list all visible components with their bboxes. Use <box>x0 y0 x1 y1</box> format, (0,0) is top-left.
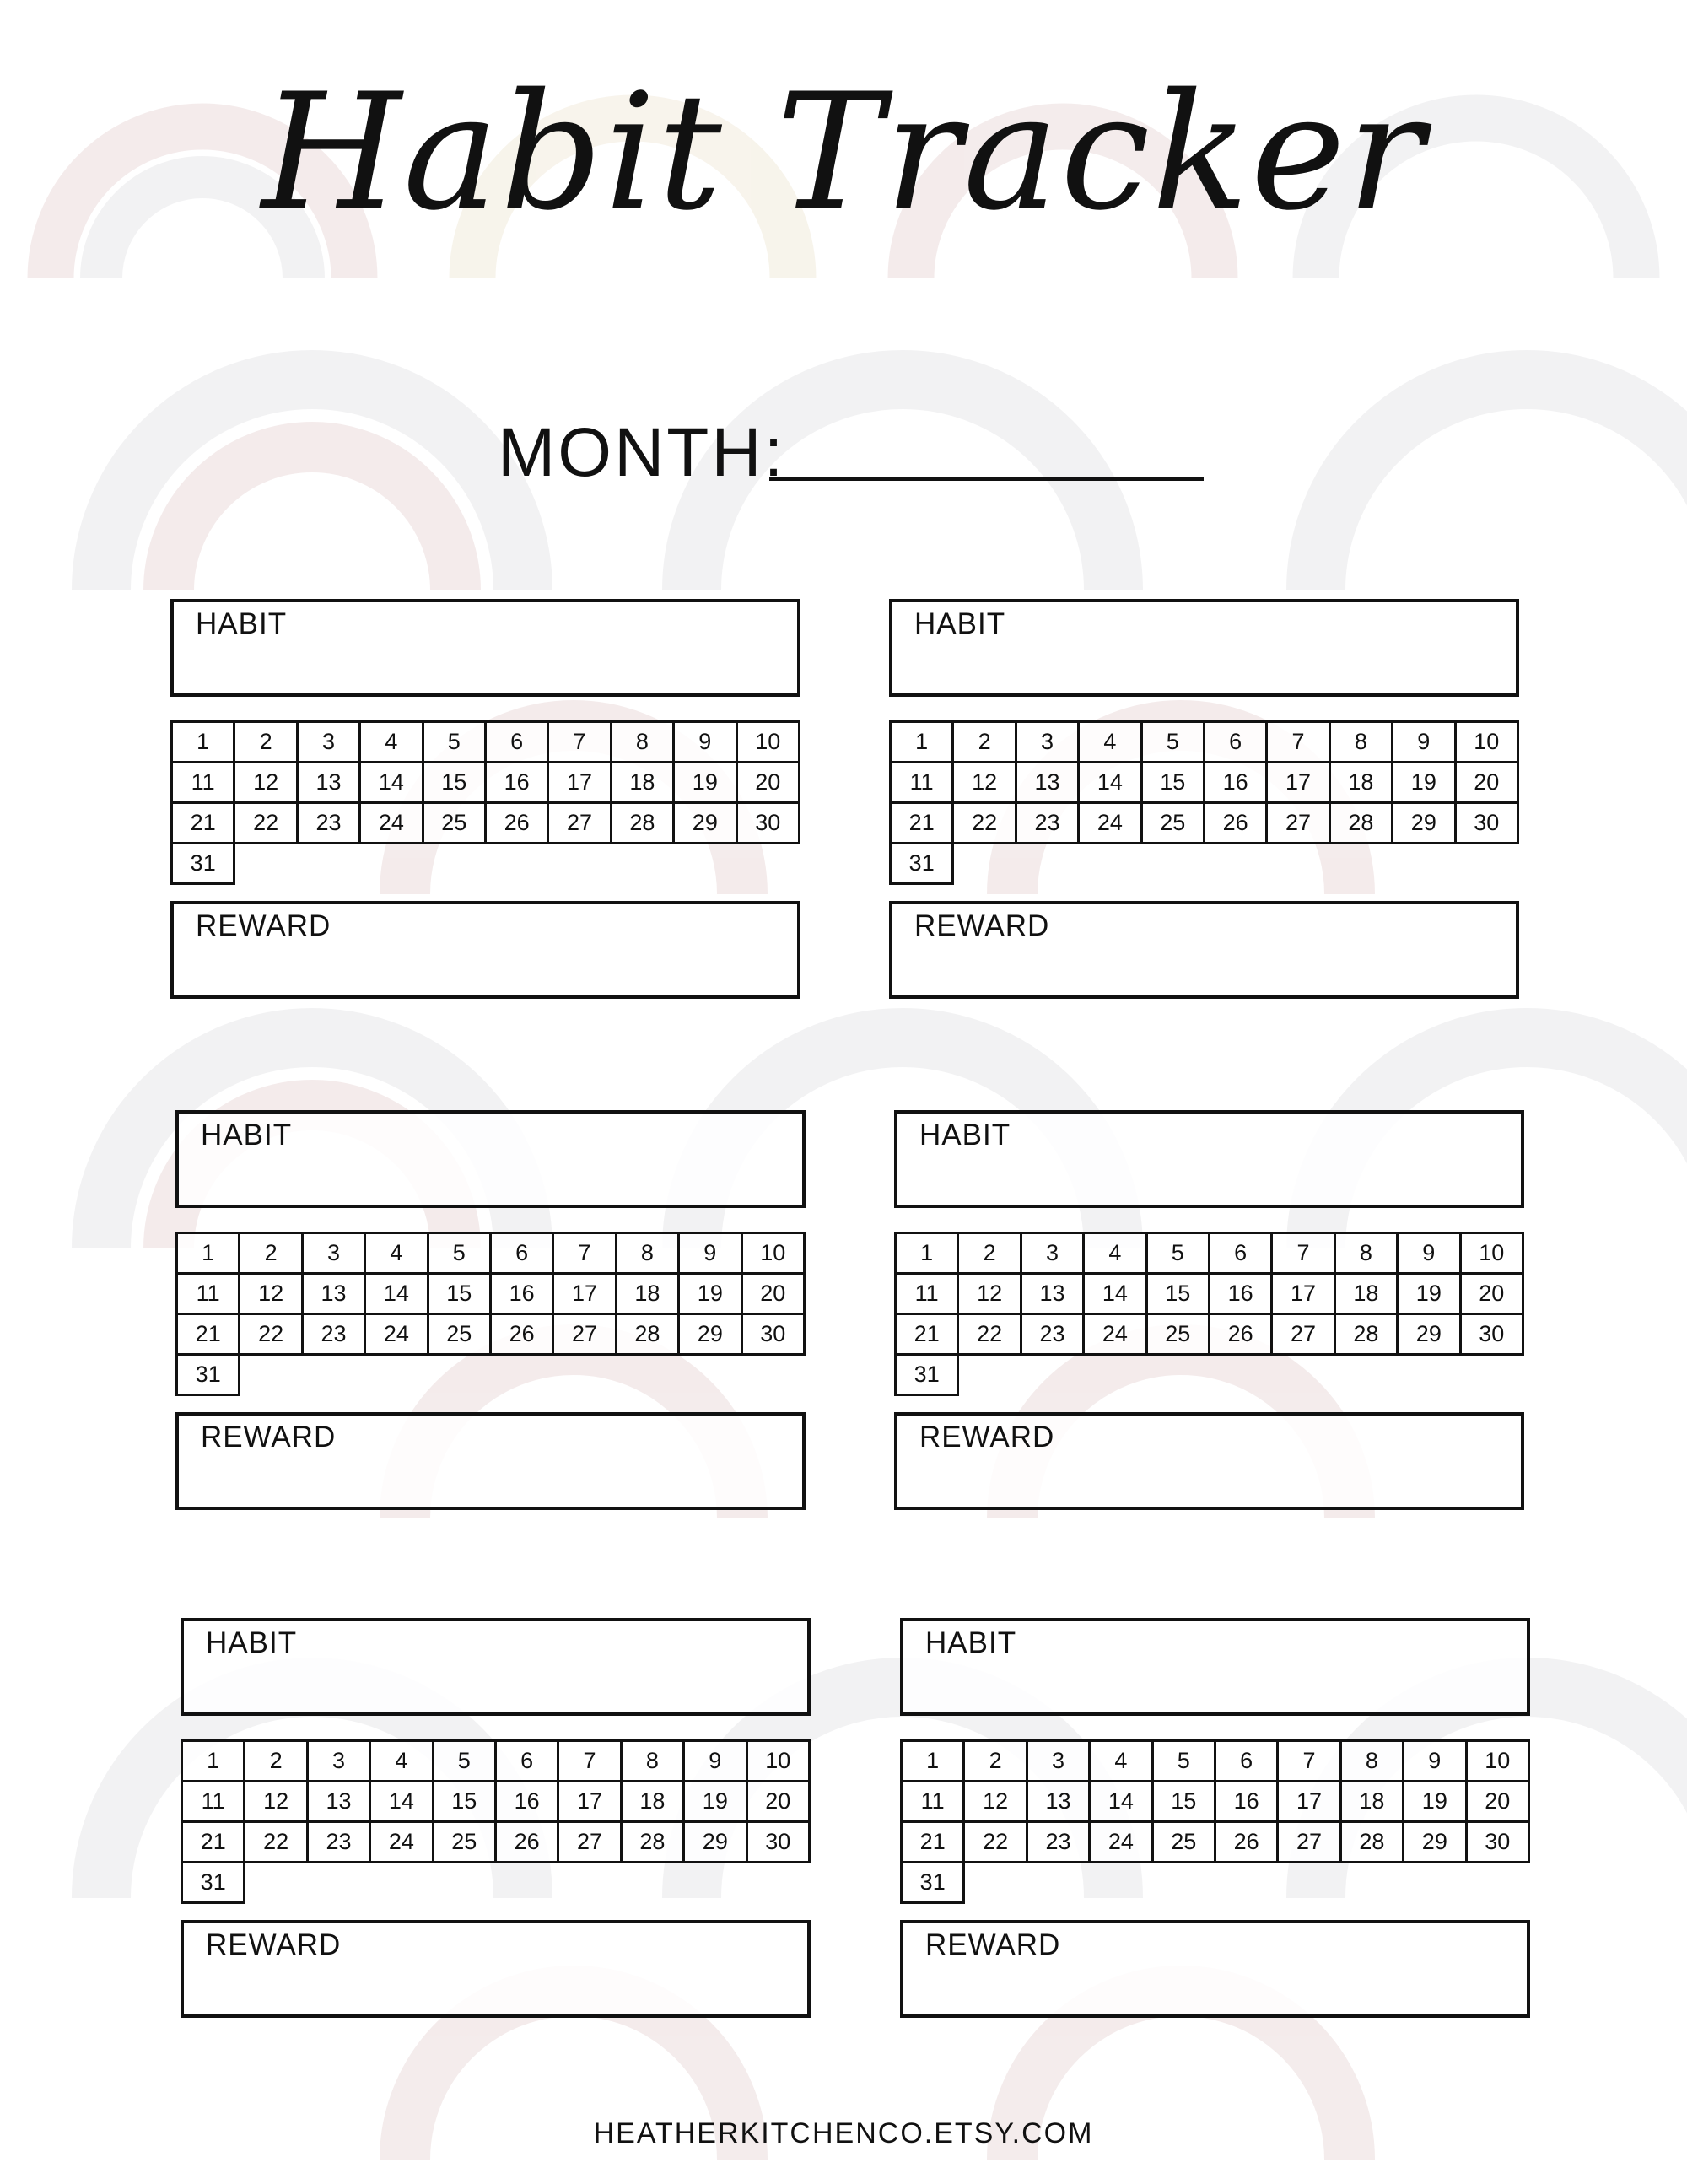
day-cell[interactable]: 7 <box>552 1232 617 1275</box>
day-cell[interactable]: 29 <box>682 1820 747 1863</box>
month-write-in-line[interactable] <box>769 477 1204 481</box>
reward-box[interactable] <box>181 1920 811 2018</box>
day-cell[interactable]: 3 <box>1015 720 1080 763</box>
day-cell[interactable]: 23 <box>301 1313 366 1356</box>
day-cell[interactable]: 30 <box>1459 1313 1524 1356</box>
habit-box[interactable] <box>900 1618 1530 1716</box>
day-cell[interactable]: 27 <box>557 1820 622 1863</box>
habit-label: HABIT <box>201 1119 293 1151</box>
day-cell[interactable]: 13 <box>306 1780 371 1823</box>
day-cell[interactable]: 27 <box>1265 801 1330 844</box>
day-cell[interactable]: 28 <box>1339 1820 1404 1863</box>
day-cell[interactable]: 2 <box>957 1232 1021 1275</box>
day-cell[interactable]: 5 <box>1145 1232 1210 1275</box>
day-grid <box>894 1232 1522 1394</box>
day-cell[interactable]: 1 <box>170 720 235 763</box>
day-cell[interactable]: 15 <box>1140 761 1205 804</box>
day-cell[interactable]: 19 <box>682 1780 747 1823</box>
day-cell[interactable]: 14 <box>369 1780 434 1823</box>
day-cell[interactable]: 17 <box>1270 1272 1335 1315</box>
day-cell[interactable]: 22 <box>233 801 298 844</box>
reward-label: REWARD <box>196 909 331 942</box>
day-cell[interactable]: 20 <box>1454 761 1519 804</box>
day-cell[interactable]: 18 <box>1329 761 1393 804</box>
day-cell[interactable]: 10 <box>741 1232 806 1275</box>
day-cell[interactable]: 6 <box>489 1232 554 1275</box>
day-cell[interactable]: 22 <box>957 1313 1021 1356</box>
day-cell[interactable]: 6 <box>494 1739 559 1782</box>
day-cell[interactable]: 1 <box>894 1232 959 1275</box>
day-cell[interactable]: 15 <box>427 1272 492 1315</box>
day-cell[interactable]: 26 <box>484 801 549 844</box>
day-cell[interactable]: 29 <box>1402 1820 1467 1863</box>
day-cell[interactable]: 8 <box>1339 1739 1404 1782</box>
day-cell[interactable]: 22 <box>951 801 1016 844</box>
day-cell[interactable]: 4 <box>364 1232 428 1275</box>
day-cell[interactable]: 31 <box>894 1353 959 1396</box>
day-cell[interactable]: 24 <box>358 801 423 844</box>
day-cell[interactable]: 1 <box>889 720 954 763</box>
day-cell[interactable]: 9 <box>1396 1232 1461 1275</box>
habit-label: HABIT <box>206 1626 298 1659</box>
day-cell[interactable]: 21 <box>894 1313 959 1356</box>
day-cell[interactable]: 24 <box>364 1313 428 1356</box>
day-cell[interactable]: 20 <box>1465 1780 1530 1823</box>
day-cell[interactable]: 25 <box>1151 1820 1216 1863</box>
day-cell[interactable]: 31 <box>900 1861 965 1904</box>
day-cell[interactable]: 6 <box>1203 720 1268 763</box>
day-cell[interactable]: 25 <box>432 1820 497 1863</box>
day-cell[interactable]: 10 <box>746 1739 811 1782</box>
reward-label: REWARD <box>206 1928 342 1961</box>
day-cell[interactable]: 7 <box>1270 1232 1335 1275</box>
day-cell[interactable]: 17 <box>1276 1780 1341 1823</box>
day-cell[interactable]: 21 <box>900 1820 965 1863</box>
reward-label: REWARD <box>919 1421 1055 1453</box>
day-cell[interactable]: 26 <box>1208 1313 1273 1356</box>
day-cell[interactable]: 4 <box>1077 720 1142 763</box>
day-cell[interactable]: 14 <box>1082 1272 1147 1315</box>
day-cell[interactable]: 8 <box>620 1739 685 1782</box>
day-cell[interactable]: 7 <box>547 720 612 763</box>
habit-label: HABIT <box>925 1626 1017 1659</box>
day-cell[interactable]: 2 <box>233 720 298 763</box>
day-cell[interactable]: 1 <box>181 1739 245 1782</box>
day-cell[interactable]: 19 <box>677 1272 742 1315</box>
day-cell[interactable]: 28 <box>620 1820 685 1863</box>
day-cell[interactable]: 16 <box>1214 1780 1279 1823</box>
day-cell[interactable]: 31 <box>175 1353 240 1396</box>
day-cell[interactable]: 30 <box>1465 1820 1530 1863</box>
day-cell[interactable]: 6 <box>1208 1232 1273 1275</box>
day-cell[interactable]: 30 <box>741 1313 806 1356</box>
day-cell[interactable]: 24 <box>369 1820 434 1863</box>
day-grid <box>175 1232 803 1394</box>
day-cell[interactable]: 12 <box>957 1272 1021 1315</box>
day-cell[interactable]: 19 <box>1391 761 1456 804</box>
day-cell[interactable]: 25 <box>422 801 487 844</box>
day-cell[interactable]: 5 <box>427 1232 492 1275</box>
day-cell[interactable]: 17 <box>552 1272 617 1315</box>
day-cell[interactable]: 7 <box>557 1739 622 1782</box>
day-cell[interactable]: 6 <box>1214 1739 1279 1782</box>
day-cell[interactable]: 28 <box>1329 801 1393 844</box>
day-cell[interactable]: 10 <box>736 720 800 763</box>
footer-url: HEATHERKITCHENCO.ETSY.COM <box>593 2117 1094 2149</box>
day-cell[interactable]: 8 <box>610 720 675 763</box>
day-cell[interactable]: 14 <box>1088 1780 1153 1823</box>
day-cell[interactable]: 19 <box>1402 1780 1467 1823</box>
day-cell[interactable]: 30 <box>1454 801 1519 844</box>
day-cell[interactable]: 2 <box>238 1232 303 1275</box>
reward-box[interactable] <box>170 901 800 999</box>
day-cell[interactable]: 20 <box>1459 1272 1524 1315</box>
day-cell[interactable]: 26 <box>489 1313 554 1356</box>
day-cell[interactable]: 5 <box>1140 720 1205 763</box>
habit-box[interactable] <box>175 1110 806 1208</box>
day-cell[interactable]: 5 <box>432 1739 497 1782</box>
day-cell[interactable]: 9 <box>1402 1739 1467 1782</box>
day-cell[interactable]: 31 <box>181 1861 245 1904</box>
day-cell[interactable]: 17 <box>1265 761 1330 804</box>
day-grid <box>889 720 1517 882</box>
page-title: Habit Tracker <box>261 59 1426 245</box>
day-cell[interactable]: 10 <box>1454 720 1519 763</box>
reward-box[interactable] <box>889 901 1519 999</box>
day-cell[interactable]: 12 <box>951 761 1016 804</box>
day-cell[interactable]: 4 <box>1088 1739 1153 1782</box>
day-cell[interactable]: 29 <box>1391 801 1456 844</box>
day-cell[interactable]: 25 <box>1140 801 1205 844</box>
day-cell[interactable]: 26 <box>1214 1820 1279 1863</box>
day-cell[interactable]: 2 <box>962 1739 1027 1782</box>
day-cell[interactable]: 22 <box>238 1313 303 1356</box>
day-cell[interactable]: 13 <box>1015 761 1080 804</box>
day-cell[interactable]: 4 <box>358 720 423 763</box>
day-cell[interactable]: 8 <box>615 1232 680 1275</box>
day-cell[interactable]: 16 <box>1208 1272 1273 1315</box>
day-cell[interactable]: 3 <box>1026 1739 1091 1782</box>
habit-box[interactable] <box>894 1110 1524 1208</box>
day-cell[interactable]: 21 <box>181 1820 245 1863</box>
day-cell[interactable]: 14 <box>364 1272 428 1315</box>
day-cell[interactable]: 3 <box>301 1232 366 1275</box>
day-cell[interactable]: 29 <box>672 801 737 844</box>
day-cell[interactable]: 2 <box>243 1739 308 1782</box>
habit-box[interactable] <box>889 599 1519 697</box>
day-cell[interactable]: 21 <box>889 801 954 844</box>
day-cell[interactable]: 21 <box>175 1313 240 1356</box>
day-cell[interactable]: 4 <box>369 1739 434 1782</box>
day-cell[interactable]: 15 <box>1151 1780 1216 1823</box>
day-cell[interactable]: 27 <box>1276 1820 1341 1863</box>
day-cell[interactable]: 15 <box>1145 1272 1210 1315</box>
habit-label: HABIT <box>919 1119 1011 1151</box>
reward-box[interactable] <box>900 1920 1530 2018</box>
day-cell[interactable]: 28 <box>1334 1313 1399 1356</box>
day-cell[interactable]: 11 <box>175 1272 240 1315</box>
day-cell[interactable]: 11 <box>894 1272 959 1315</box>
day-cell[interactable]: 9 <box>672 720 737 763</box>
day-cell[interactable]: 7 <box>1276 1739 1341 1782</box>
habit-box[interactable] <box>170 599 800 697</box>
day-cell[interactable]: 24 <box>1077 801 1142 844</box>
day-cell[interactable]: 20 <box>736 761 800 804</box>
day-cell[interactable]: 13 <box>296 761 361 804</box>
day-cell[interactable]: 18 <box>620 1780 685 1823</box>
day-cell[interactable]: 11 <box>170 761 235 804</box>
day-cell[interactable]: 30 <box>736 801 800 844</box>
day-cell[interactable]: 31 <box>889 842 954 885</box>
day-cell[interactable]: 5 <box>422 720 487 763</box>
day-cell[interactable]: 11 <box>889 761 954 804</box>
day-cell[interactable]: 7 <box>1265 720 1330 763</box>
day-cell[interactable]: 6 <box>484 720 549 763</box>
day-cell[interactable]: 15 <box>432 1780 497 1823</box>
reward-box[interactable] <box>894 1412 1524 1510</box>
day-cell[interactable]: 28 <box>615 1313 680 1356</box>
day-cell[interactable]: 22 <box>962 1820 1027 1863</box>
day-cell[interactable]: 15 <box>422 761 487 804</box>
day-cell[interactable]: 20 <box>741 1272 806 1315</box>
day-cell[interactable]: 27 <box>1270 1313 1335 1356</box>
day-cell[interactable]: 11 <box>181 1780 245 1823</box>
day-cell[interactable]: 2 <box>951 720 1016 763</box>
day-grid <box>181 1739 808 1901</box>
day-cell[interactable]: 20 <box>746 1780 811 1823</box>
day-cell[interactable]: 24 <box>1088 1820 1153 1863</box>
day-cell[interactable]: 22 <box>243 1820 308 1863</box>
day-cell[interactable]: 23 <box>296 801 361 844</box>
day-cell[interactable]: 13 <box>301 1272 366 1315</box>
day-cell[interactable]: 17 <box>547 761 612 804</box>
day-cell[interactable]: 16 <box>489 1272 554 1315</box>
day-cell[interactable]: 16 <box>484 761 549 804</box>
day-cell[interactable]: 8 <box>1329 720 1393 763</box>
day-cell[interactable]: 9 <box>682 1739 747 1782</box>
day-cell[interactable]: 10 <box>1459 1232 1524 1275</box>
day-cell[interactable]: 19 <box>1396 1272 1461 1315</box>
day-cell[interactable]: 16 <box>1203 761 1268 804</box>
day-cell[interactable]: 14 <box>358 761 423 804</box>
day-cell[interactable]: 4 <box>1082 1232 1147 1275</box>
day-cell[interactable]: 18 <box>615 1272 680 1315</box>
habit-label: HABIT <box>196 607 288 640</box>
day-cell[interactable]: 16 <box>494 1780 559 1823</box>
day-cell[interactable]: 11 <box>900 1780 965 1823</box>
day-cell[interactable]: 23 <box>1026 1820 1091 1863</box>
day-cell[interactable]: 23 <box>1020 1313 1085 1356</box>
day-cell[interactable]: 3 <box>296 720 361 763</box>
day-cell[interactable]: 25 <box>427 1313 492 1356</box>
day-cell[interactable]: 25 <box>1145 1313 1210 1356</box>
day-cell[interactable]: 9 <box>677 1232 742 1275</box>
day-cell[interactable]: 29 <box>677 1313 742 1356</box>
day-cell[interactable]: 19 <box>672 761 737 804</box>
day-cell[interactable]: 30 <box>746 1820 811 1863</box>
day-cell[interactable]: 14 <box>1077 761 1142 804</box>
month-label: MONTH: <box>498 414 786 491</box>
day-grid <box>900 1739 1528 1901</box>
day-cell[interactable]: 10 <box>1465 1739 1530 1782</box>
day-cell[interactable]: 29 <box>1396 1313 1461 1356</box>
reward-label: REWARD <box>201 1421 337 1453</box>
day-cell[interactable]: 9 <box>1391 720 1456 763</box>
reward-box[interactable] <box>175 1412 806 1510</box>
day-cell[interactable]: 21 <box>170 801 235 844</box>
day-cell[interactable]: 13 <box>1020 1272 1085 1315</box>
day-cell[interactable]: 26 <box>1203 801 1268 844</box>
reward-label: REWARD <box>914 909 1050 942</box>
day-cell[interactable]: 31 <box>170 842 235 885</box>
day-cell[interactable]: 17 <box>557 1780 622 1823</box>
day-cell[interactable]: 18 <box>1339 1780 1404 1823</box>
day-cell[interactable]: 12 <box>962 1780 1027 1823</box>
day-cell[interactable]: 24 <box>1082 1313 1147 1356</box>
day-cell[interactable]: 23 <box>1015 801 1080 844</box>
day-cell[interactable]: 12 <box>233 761 298 804</box>
day-cell[interactable]: 18 <box>1334 1272 1399 1315</box>
habit-box[interactable] <box>181 1618 811 1716</box>
day-cell[interactable]: 1 <box>900 1739 965 1782</box>
habit-label: HABIT <box>914 607 1006 640</box>
day-grid <box>170 720 798 882</box>
day-cell[interactable]: 12 <box>243 1780 308 1823</box>
day-cell[interactable]: 28 <box>610 801 675 844</box>
day-cell[interactable]: 3 <box>306 1739 371 1782</box>
day-cell[interactable]: 13 <box>1026 1780 1091 1823</box>
day-cell[interactable]: 23 <box>306 1820 371 1863</box>
day-cell[interactable]: 18 <box>610 761 675 804</box>
day-cell[interactable]: 12 <box>238 1272 303 1315</box>
day-cell[interactable]: 5 <box>1151 1739 1216 1782</box>
day-cell[interactable]: 27 <box>547 801 612 844</box>
day-cell[interactable]: 8 <box>1334 1232 1399 1275</box>
day-cell[interactable]: 3 <box>1020 1232 1085 1275</box>
day-cell[interactable]: 27 <box>552 1313 617 1356</box>
reward-label: REWARD <box>925 1928 1061 1961</box>
day-cell[interactable]: 1 <box>175 1232 240 1275</box>
day-cell[interactable]: 26 <box>494 1820 559 1863</box>
